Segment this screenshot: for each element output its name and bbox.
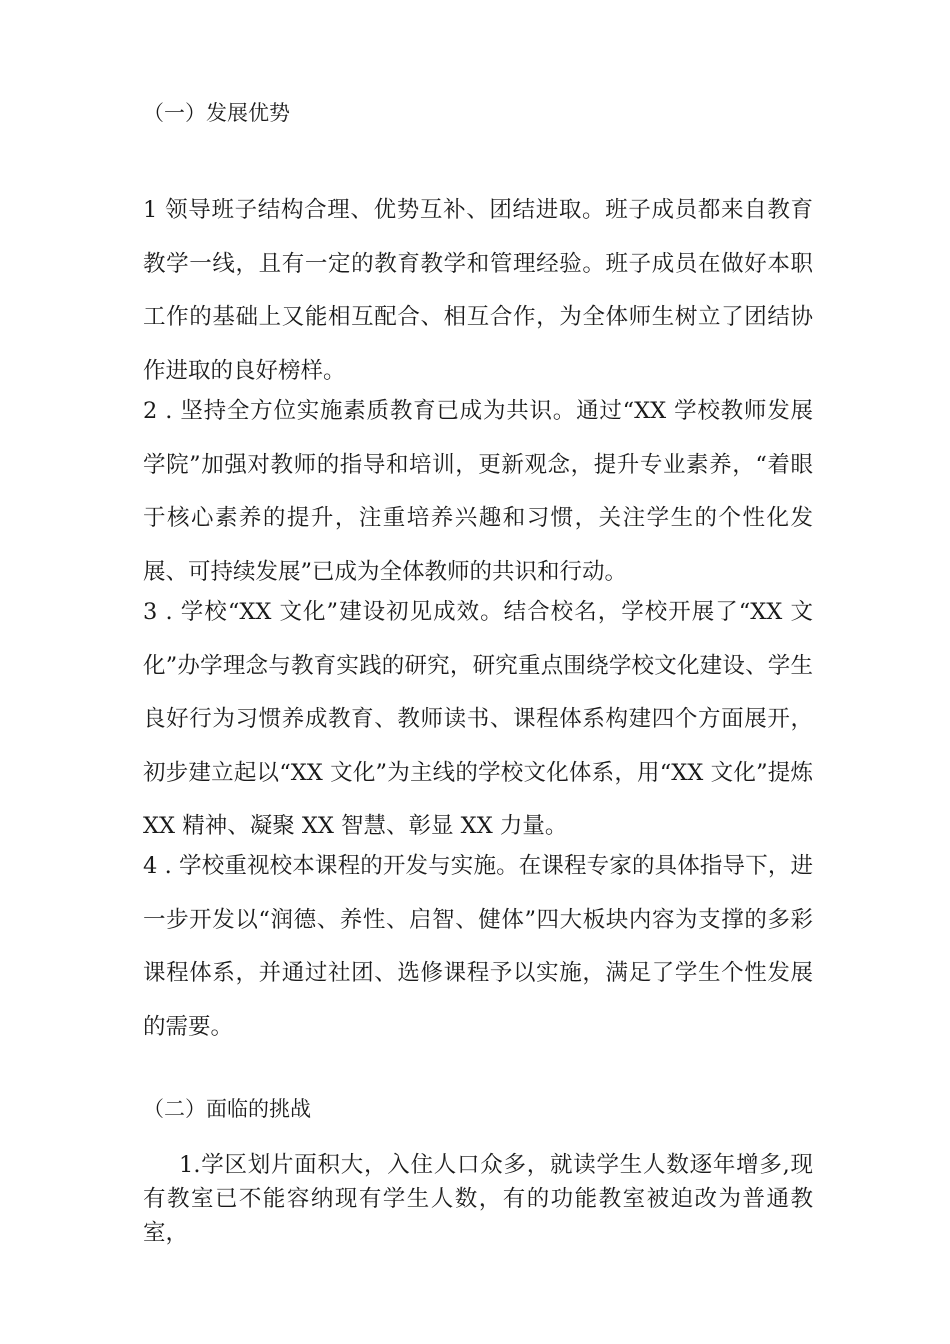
- challenge-item-1: 1.学区划片面积大，入住人口众多，就读学生人数逐年增多,现有教室已不能容纳现有学生人数，有的功能教室被迫改为普通教室，: [143, 1152, 813, 1246]
- advantage-item-2: 2 . 坚持全方位实施素质教育已成为共识。通过“XX 学校教师发展学院”加强对教师的指导和培训，更新观念，提升专业素养，“着眼于核心素养的提升，注重培养兴趣和习惯，关注学生的个性化发展、可持续发展”已成为全体教师的共识和行动。: [143, 398, 813, 585]
- advantage-item-4: 4 . 学校重视校本课程的开发与实施。在课程专家的具体指导下，进一步开发以“润德、养性、启智、健体”四大板块内容为支撑的多彩课程体系，并通过社团、选修课程予以实施，满足了学生个性发展的需要。: [143, 853, 813, 1040]
- section-heading-challenges: （二）面临的挑战: [143, 1097, 311, 1121]
- advantage-item-3: 3 . 学校“XX 文化”建设初见成效。结合校名，学校开展了“XX 文化”办学理念与教育实践的研究，研究重点围绕学校文化建设、学生良好行为习惯养成教育、教师读书、课程体系构建四个方面展开，初步建立起以“XX 文化”为主线的学校文化体系，用“XX 文化”提炼XX 精神、凝聚 XX 智慧、彰显 XX 力量。: [143, 599, 813, 839]
- advantage-item-1: 1 领导班子结构合理、优势互补、团结进取。班子成员都来自教育教学一线，且有一定的教育教学和管理经验。班子成员在做好本职工作的基础上又能相互配合、相互合作，为全体师生树立了团结协作进取的良好榜样。: [143, 197, 813, 384]
- section-heading-advantages: （一）发展优势: [143, 101, 290, 125]
